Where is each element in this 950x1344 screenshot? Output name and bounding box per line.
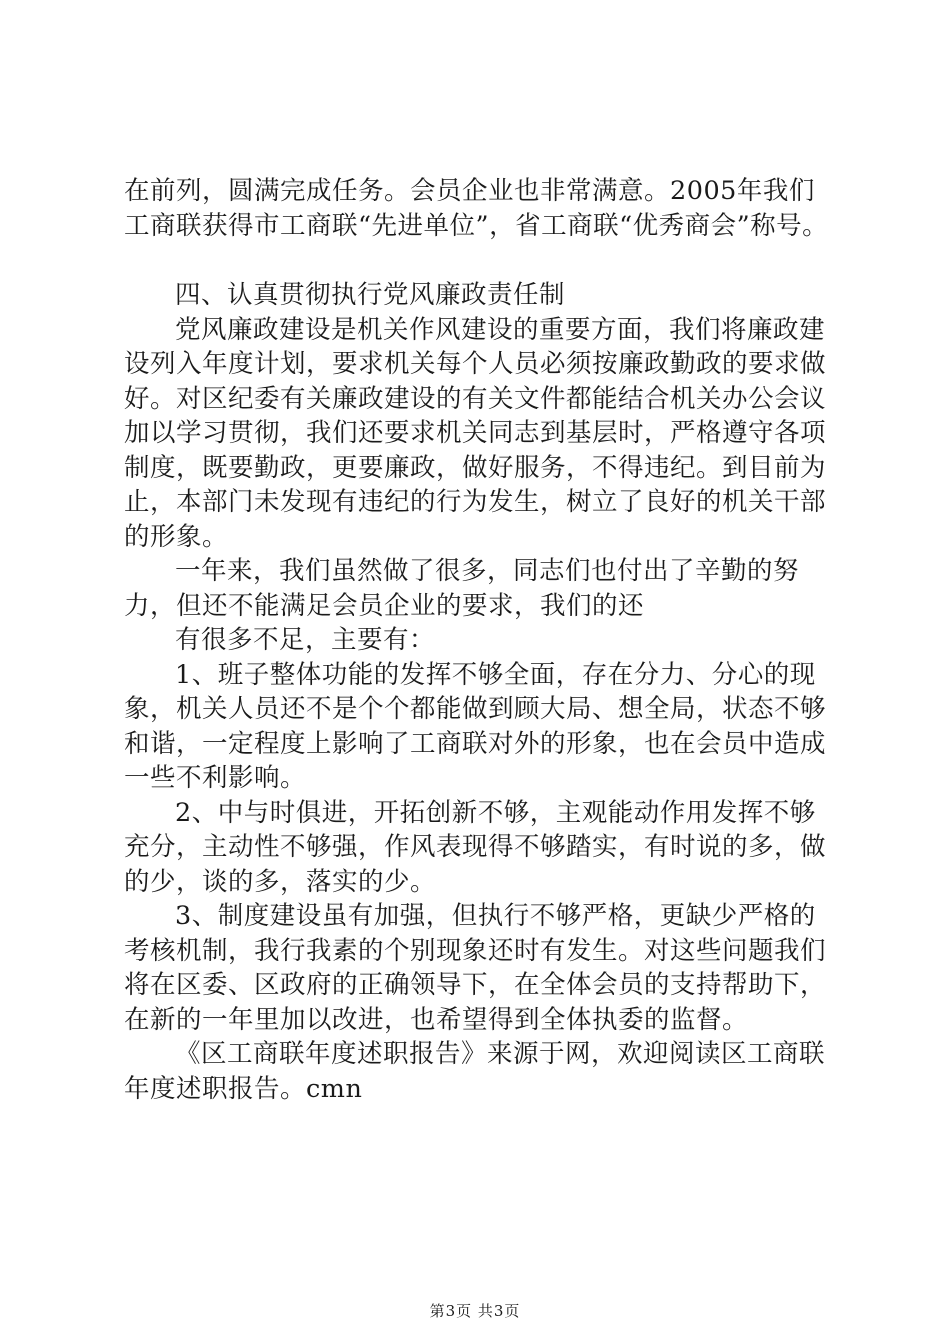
source-note: 《区工商联年度述职报告》来源于网，欢迎阅读区工商联年度述职报告。cmn	[124, 1039, 826, 1104]
section-heading: 四、认真贯彻执行党风廉政责任制	[175, 280, 566, 310]
paragraph-shortcomings-intro: 有很多不足，主要有：	[175, 625, 436, 655]
page-footer: 第3页 共3页	[429, 1302, 521, 1320]
paragraph-integrity: 党风廉政建设是机关作风建设的重要方面，我们将廉政建设列入年度计划，要求机关每个人员必须按廉政勤政的要求做好。对区纪委有关廉政建设的有关文件都能结合机关办公会议加以学习贯彻，我们还要求机关同志到基层时，严格遵守各项制度，既要勤政，更要廉政，做好服务，不得违纪。到目前为止，本部门未发现有违纪的行为发生，树立了良好的机关干部的形象。	[124, 314, 827, 552]
list-item-1: 1、班子整体功能的发挥不够全面，存在分力、分心的现象，机关人员还不是个个都能做到顾大局、想全局，状态不够和谐，一定程度上影响了工商联对外的形象，也在会员中造成一些不利影响。	[124, 659, 827, 793]
document-body	[124, 174, 840, 1106]
paragraph-continuation: 在前列，圆满完成任务。会员企业也非常满意。2005年我们工商联获得市工商联“先进单位”，省工商联“优秀商会”称号。	[124, 176, 829, 241]
list-item-2: 2、中与时俱进，开拓创新不够，主观能动作用发挥不够充分，主动性不够强，作风表现得不够踏实，有时说的多，做的少，谈的多，落实的少。	[124, 797, 827, 897]
paragraph-summary: 一年来，我们虽然做了很多，同志们也付出了辛勤的努力，但还不能满足会员企业的要求，我们的还	[124, 556, 800, 621]
list-item-3: 3、制度建设虽有加强，但执行不够严格，更缺少严格的考核机制，我行我素的个别现象还时有发生。对这些问题我们将在区委、区政府的正确领导下，在全体会员的支持帮助下，在新的一年里加以改进，也希望得到全体执委的监督。	[124, 901, 827, 1035]
